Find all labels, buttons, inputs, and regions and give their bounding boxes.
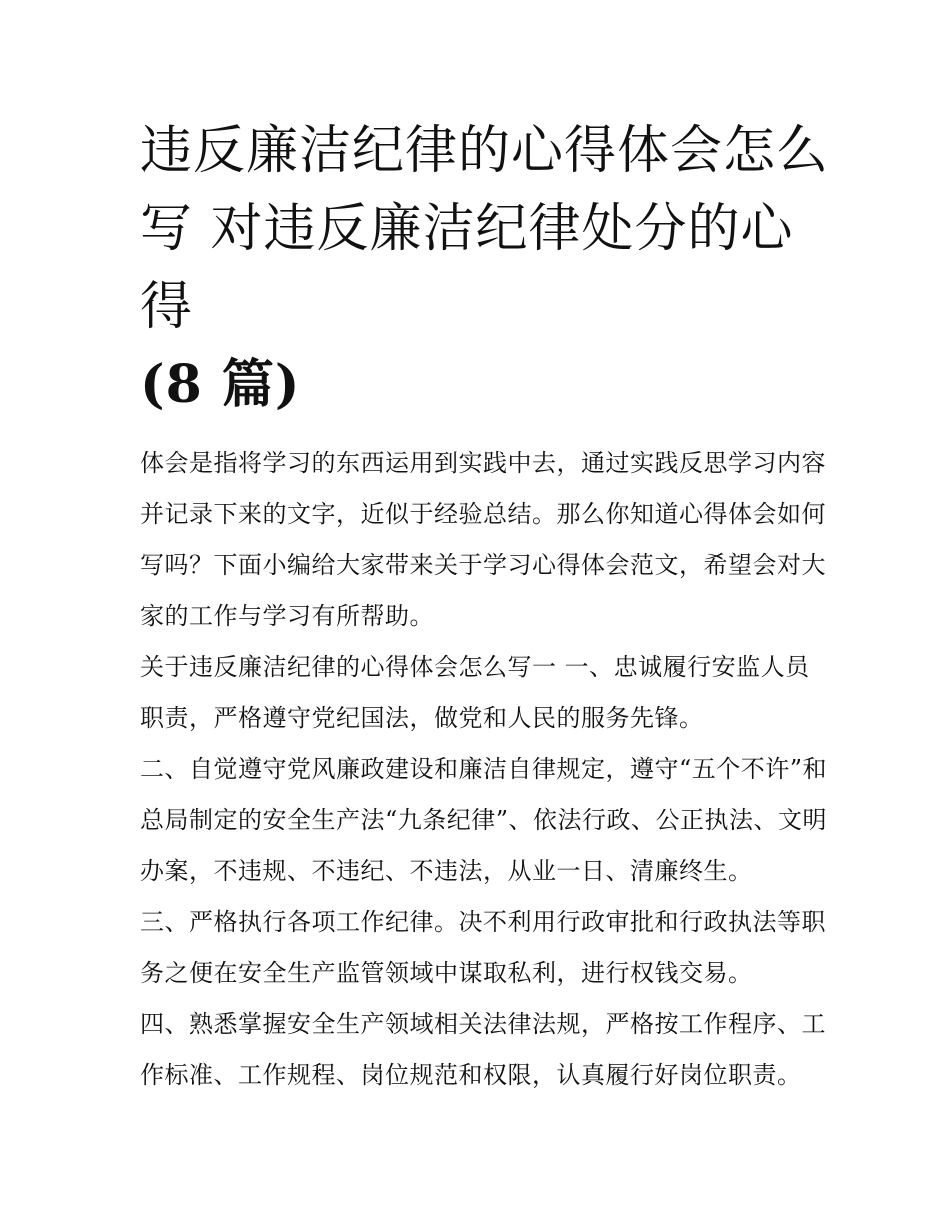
section-one-paragraph: 关于违反廉洁纪律的心得体会怎么写一 一、忠诚履行安监人员职责，严格遵守党纪国法，做党和人民的服务先锋。 xyxy=(140,653,810,732)
section-two-paragraph: 二、自觉遵守党风廉政建设和廉洁自律规定，遵守“五个不许”和总局制定的安全生产法“九条纪律”、依法行政、公正执法、文明办案，不违规、不违纪、不违法，从业一日、清廉终生。 xyxy=(140,755,828,885)
title-line-2: 写 对违反廉洁纪律处分的心得 xyxy=(140,199,794,337)
intro-paragraph: 体会是指将学习的东西运用到实践中去，通过实践反思学习内容并记录下来的文字，近似于经验总结。那么你知道心得体会如何写吗？下面小编给大家带来关于学习心得体会范文，希望会对大家的工作与学习有所帮助。 xyxy=(140,449,826,630)
title-line-3: (8 篇) xyxy=(140,354,301,415)
title-line-1: 违反廉洁纪律的心得体会怎么 xyxy=(140,121,830,181)
document-body xyxy=(140,112,830,1101)
section-three-paragraph: 三、严格执行各项工作纪律。决不利用行政审批和行政执法等职务之便在安全生产监管领域中谋取私利，进行权钱交易。 xyxy=(140,908,826,987)
document-title xyxy=(140,112,830,424)
section-four-paragraph: 四、熟悉掌握安全生产领域相关法律法规，严格按工作程序、工作标准、工作规程、岗位规范和权限，认真履行好岗位职责。 xyxy=(140,1010,826,1089)
